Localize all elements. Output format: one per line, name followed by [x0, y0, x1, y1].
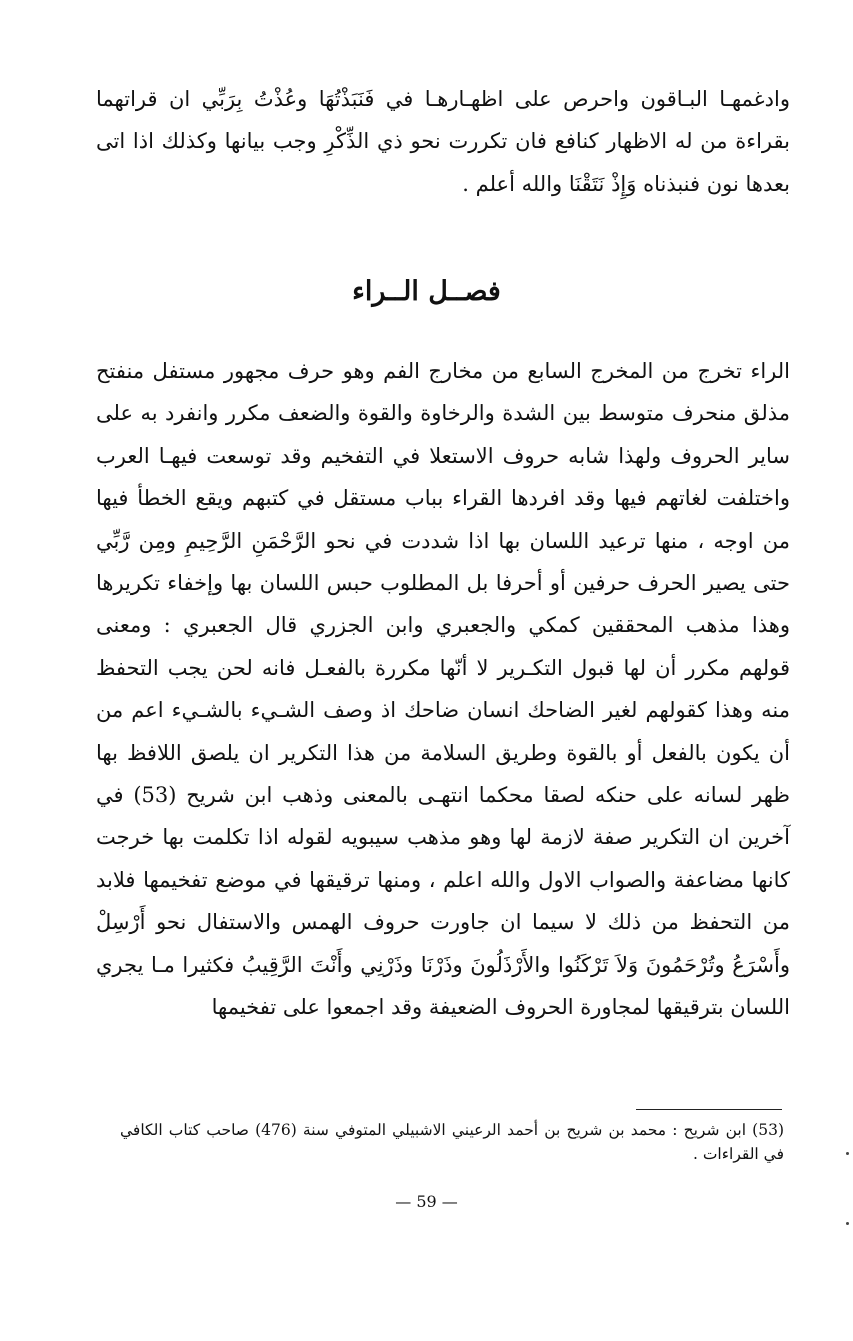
section-heading: فصــل الــراء: [352, 276, 501, 307]
scan-speck: [846, 1222, 849, 1225]
footnote-divider: [636, 1109, 782, 1110]
main-paragraph: الراء تخرج من المخرج السابع من مخارج الفم وهو حرف مجهور مستفل منفتح مذلق منحرف متوسط بين الشدة والرخاوة والقوة والضعف مكرر وانفرد به على ساير الحروف ولهذا شابه حروف الاستعلا في التفخيم وقد توسعت فيهـا العرب واختلفت لغاتهم فيها وقد افردها القراء بباب مستقل في كتبهم ويقع الخطأ فيها من اوجه ، منها ترعيد اللسان بها اذا شددت في نحو الرَّحْمَنِ الرَّحِيمِ ومِن رَّبِّي حتى يصير الحرف حرفين أو أحرفا بل المطلوب حبس اللسان بها وإخفاء تكريرها وهذا مذهب المحققين كمكي والجعبري وابن الجزري قال الجعبري : ومعنى قولهم مكرر أن لها قبول التكـرير لا أنّها مكررة بالفعـل فانه لحن يجب التحفظ منه وهذا كقولهم لغير الضاحك انسان ضاحك اذ وصف الشـيء بالشـيء اعم من أن يكون بالفعل أو بالقوة وطريق السلامة من هذا التكرير ان يلصق اللافظ بها ظهر لسانه على حنكه لصقا محكما انتهـى بالمعنى وذهب ابن شريح (53) في آخرين ان التكرير صفة لازمة لها وهو مذهب سيبويه لقوله اذا تكلمت بها خرجت كانها مضاعفة والصواب الاول والله اعلم ، ومنها ترقيقها في موضع تفخيمها فلابد من التحفظ من ذلك لا سيما ان جاورت حروف الهمس والاستفال نحو أَرْسِلْ وأَسْرَعُ وتُرْحَمُونَ وَلاَ تَرْكَنُوا والأَرْذَلُونَ وذَرْنَا وذَرْنِي وأَنْتَ الرَّقِيبُ فكثيرا مـا يجري اللسان بترقيقها لمجاورة الحروف الضعيفة وقد اجمعوا على تفخيمها: [96, 359, 790, 1020]
page-number: — 59 —: [395, 1192, 458, 1211]
top-paragraph: وادغمهـا البـاقون واحرص على اظهـارهـا في فَنَبَذْتُهَا وعُذْتُ بِرَبِّي ان قراتهما بقراءة من له الاظهار كنافع فان تكررت نحو ذي الذِّكْرِ وجب بيانها وكذلك اذا اتى بعدها نون فنبذناه وَإِذْ نَتَقْنَا والله أعلم .: [96, 87, 790, 196]
footnote: (53) ابن شريح : محمد بن شريح بن أحمد الرعيني الاشبيلي المتوفي سنة (476) صاحب كتاب الكافي في القراءات .: [120, 1121, 784, 1163]
scan-speck: [846, 1152, 849, 1155]
